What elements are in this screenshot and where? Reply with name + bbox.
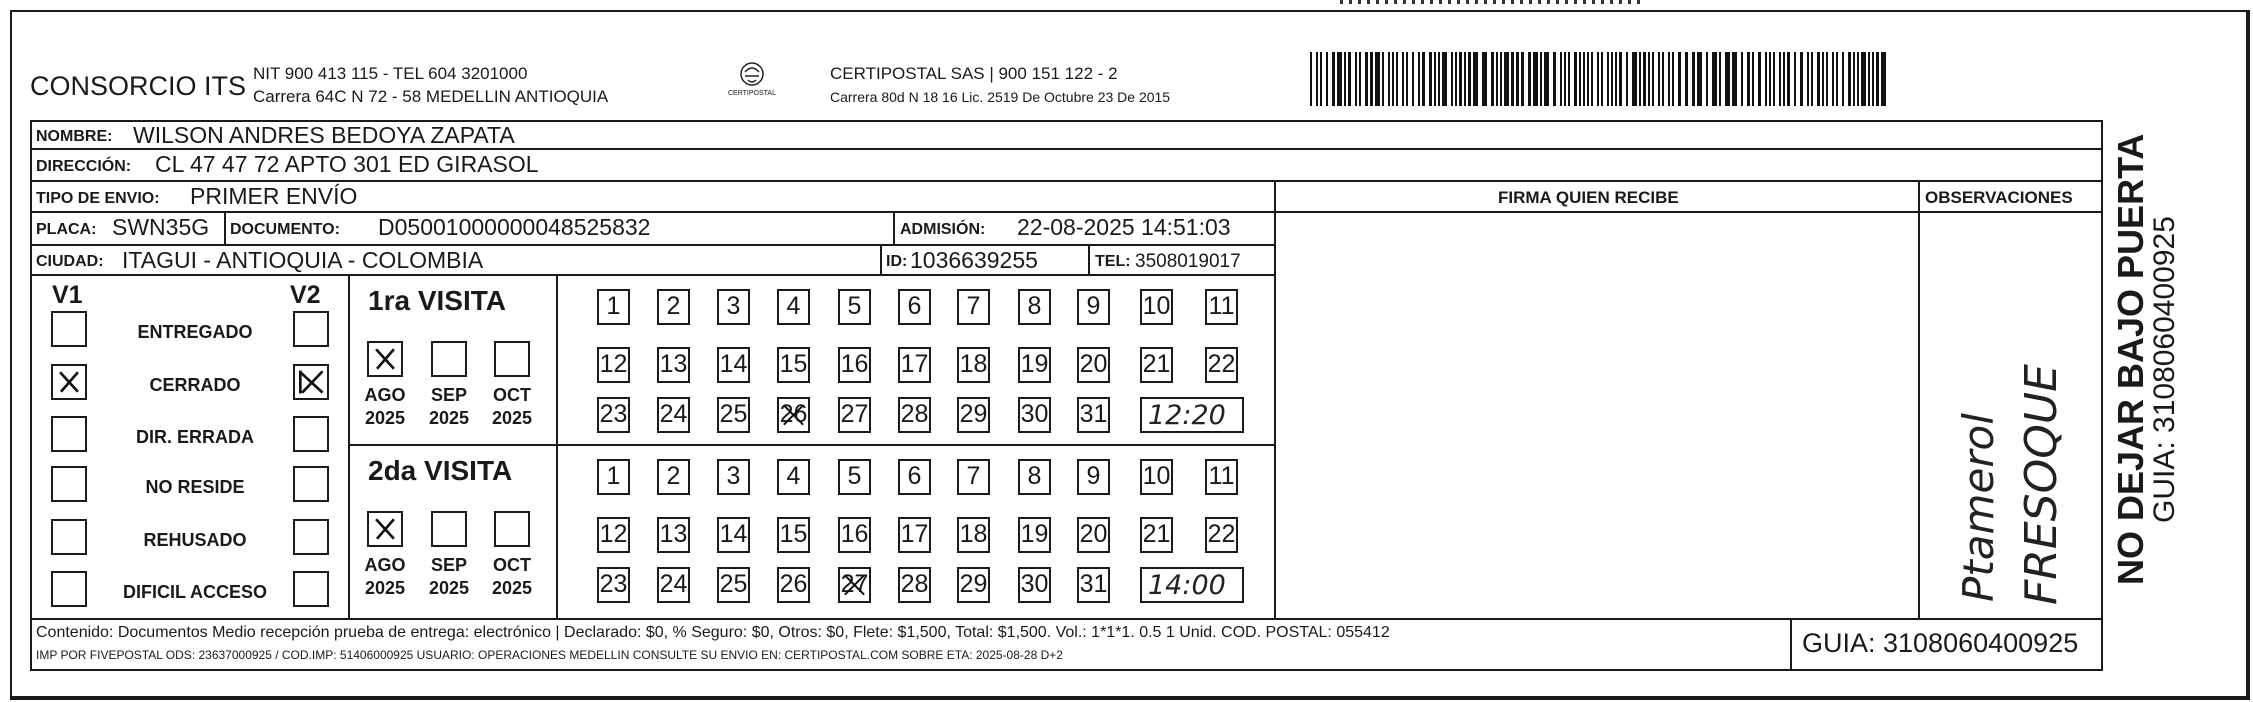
logo-text: CERTIPOSTAL <box>728 90 776 97</box>
v1-header: V1 <box>52 281 83 309</box>
v1-checkbox[interactable] <box>51 311 87 347</box>
barcode-bar <box>1853 52 1855 106</box>
certipostal-logo-icon <box>712 60 792 104</box>
ciudad-label: CIUDAD: <box>36 253 104 270</box>
year-label: 2025 <box>491 408 533 428</box>
status-label: CERRADO <box>149 375 241 395</box>
barcode-bar <box>1579 52 1581 106</box>
barcode-bar <box>1826 52 1828 106</box>
nombre-label: NOMBRE: <box>36 128 113 145</box>
tipo-envio-label: TIPO DE ENVIO: <box>36 190 160 207</box>
grid-line <box>224 211 226 244</box>
barcode-bar <box>1769 52 1771 106</box>
barcode-bar <box>1370 52 1373 106</box>
barcode-bar <box>1388 52 1390 106</box>
day-box[interactable]: 20 <box>1077 517 1110 553</box>
tipo-envio-value: PRIMER ENVÍO <box>190 183 358 209</box>
day-box[interactable]: 26 <box>777 567 810 603</box>
barcode-bar <box>1652 52 1654 106</box>
day-box[interactable]: 24 <box>657 567 690 603</box>
month-label: AGO <box>364 385 406 405</box>
day-box[interactable]: 4 <box>777 459 810 495</box>
barcode-bar <box>1658 52 1660 106</box>
day-box[interactable]: 10 <box>1140 289 1173 325</box>
v1-checkbox[interactable] <box>51 571 87 607</box>
barcode-bar <box>1402 52 1404 106</box>
grid-line <box>2101 120 2103 669</box>
year-label: 2025 <box>428 578 470 598</box>
barcode-bar <box>1611 52 1613 106</box>
grid-line <box>30 274 1275 276</box>
day-box[interactable]: 22 <box>1205 347 1238 383</box>
barcode-bar <box>1455 52 1457 106</box>
day-box[interactable]: 12 <box>597 347 630 383</box>
day-box[interactable]: 7 <box>957 289 990 325</box>
day-box[interactable]: 6 <box>898 289 931 325</box>
barcode-bar <box>1619 52 1622 106</box>
day-box[interactable]: 31 <box>1077 397 1110 433</box>
visit-title: 2da VISITA <box>368 455 513 486</box>
v2-checkbox[interactable] <box>293 466 329 502</box>
carrier-address: Carrera 80d N 18 16 Lic. 2519 De Octubre 23 De 2015 <box>830 89 1171 105</box>
barcode-bar <box>1422 52 1425 106</box>
day-box[interactable]: 1 <box>597 289 630 325</box>
grid-line <box>30 120 32 669</box>
day-box[interactable]: 20 <box>1077 347 1110 383</box>
month-label: AGO <box>364 555 406 575</box>
barcode-top-fragment <box>1340 0 1640 4</box>
barcode-bar <box>1442 52 1447 106</box>
day-box[interactable]: 23 <box>597 567 630 603</box>
admision-value: 22-08-2025 14:51:03 <box>1017 214 1231 240</box>
day-box[interactable]: 10 <box>1140 459 1173 495</box>
month-checkbox[interactable] <box>494 341 530 377</box>
barcode-bar <box>1553 52 1556 106</box>
barcode-bar <box>1382 52 1384 106</box>
side-guia: GUIA: 3108060400925 <box>2148 216 2181 523</box>
day-box[interactable]: 3 <box>717 459 750 495</box>
day-box[interactable]: 12 <box>597 517 630 553</box>
day-box[interactable]: 15 <box>777 347 810 383</box>
status-label: DIFICIL ACCESO <box>122 582 267 602</box>
month-checkbox[interactable] <box>367 511 403 547</box>
barcode-bar <box>1741 52 1743 106</box>
status-label: REHUSADO <box>143 530 247 550</box>
barcode-bar <box>1787 52 1790 106</box>
barcode-bar <box>1662 52 1664 106</box>
barcode-bar <box>1597 52 1599 106</box>
day-box[interactable]: 3 <box>717 289 750 325</box>
day-box[interactable]: 29 <box>957 567 990 603</box>
barcode-bar <box>1872 52 1874 106</box>
barcode-bar <box>1848 52 1851 106</box>
barcode-bar <box>1783 52 1785 106</box>
observaciones-header: OBSERVACIONES <box>1925 188 2073 207</box>
check-x-icon <box>295 366 327 398</box>
barcode-bar <box>1615 52 1617 106</box>
month-checkbox[interactable] <box>494 511 530 547</box>
barcode-bar <box>1861 52 1866 106</box>
v2-checkbox[interactable] <box>293 571 329 607</box>
day-box[interactable]: 23 <box>597 397 630 433</box>
id-label: ID: <box>886 253 908 270</box>
barcode-bar <box>1473 52 1478 106</box>
barcode-bar <box>1857 52 1859 106</box>
check-x-icon <box>53 366 85 398</box>
barcode-bar <box>1868 52 1870 106</box>
day-number: 27 <box>840 570 869 598</box>
ciudad-value: ITAGUI - ANTIOQUIA - COLOMBIA <box>122 247 484 273</box>
barcode-bar <box>1712 52 1717 106</box>
barcode-bar <box>1344 52 1346 106</box>
year-label: 2025 <box>364 578 406 598</box>
day-box[interactable]: 16 <box>838 517 871 553</box>
grid-line <box>1790 618 1792 669</box>
day-box[interactable]: 11 <box>1205 459 1238 495</box>
day-box[interactable]: 21 <box>1140 517 1173 553</box>
grid-line <box>348 444 1275 446</box>
day-box[interactable]: 18 <box>957 347 990 383</box>
footer-contenido: Contenido: Documentos Medio recepción prueba de entrega: electrónico | Declarado: $0, % Seguro: $0, Otros: $0, Flete: $1,500, Total: $1,500. Vol.: 1*1*1. 0.5 1 Unid. COD. POSTAL: 055412 <box>36 624 1390 641</box>
month-label: SEP <box>430 385 468 405</box>
visit-title: 1ra VISITA <box>368 285 506 316</box>
month-checkbox[interactable] <box>431 341 467 377</box>
nombre-value: WILSON ANDRES BEDOYA ZAPATA <box>133 122 515 148</box>
barcode-bar <box>1332 52 1335 106</box>
v1-checkbox[interactable] <box>51 364 87 400</box>
observation-handwriting-2: FRESOQUE <box>2016 364 2067 605</box>
barcode-bar <box>1365 52 1368 106</box>
v1-checkbox[interactable] <box>51 519 87 555</box>
barcode-bar <box>1511 52 1514 106</box>
day-box[interactable] <box>777 397 810 433</box>
barcode-bar <box>1639 52 1641 106</box>
observation-handwriting-1: Ptamerol <box>1954 413 2003 602</box>
v2-checkbox[interactable] <box>293 519 329 555</box>
year-label: 2025 <box>364 408 406 428</box>
status-label: NO RESIDE <box>145 477 245 497</box>
day-box[interactable]: 28 <box>898 567 931 603</box>
day-box[interactable]: 6 <box>898 459 931 495</box>
day-box[interactable] <box>838 567 871 603</box>
day-box[interactable]: 19 <box>1018 517 1051 553</box>
grid-line <box>30 211 2103 213</box>
barcode-bar <box>1544 52 1549 106</box>
status-label: ENTREGADO <box>137 322 253 342</box>
barcode <box>1310 52 1900 108</box>
day-box[interactable]: 1 <box>597 459 630 495</box>
barcode-bar <box>1752 52 1754 106</box>
barcode-bar <box>1800 52 1803 106</box>
label-frame <box>10 10 2250 700</box>
barcode-bar <box>1648 52 1650 106</box>
barcode-bar <box>1392 52 1394 106</box>
barcode-bar <box>1348 52 1351 106</box>
day-box[interactable]: 29 <box>957 397 990 433</box>
barcode-bar <box>1326 52 1328 106</box>
day-box[interactable]: 14 <box>717 517 750 553</box>
day-box[interactable]: 16 <box>838 347 871 383</box>
status-label: DIR. ERRADA <box>135 427 254 447</box>
barcode-bar <box>1516 52 1519 106</box>
barcode-bar <box>1574 52 1577 106</box>
barcode-bar <box>1601 52 1603 106</box>
id-value: 1036639255 <box>910 247 1038 273</box>
barcode-bar <box>1316 52 1318 106</box>
barcode-bar <box>1359 52 1361 106</box>
day-box[interactable]: 11 <box>1205 289 1238 325</box>
day-box[interactable]: 5 <box>838 289 871 325</box>
barcode-bar <box>1429 52 1432 106</box>
barcode-bar <box>1758 52 1761 106</box>
day-box[interactable]: 13 <box>657 347 690 383</box>
barcode-bar <box>1468 52 1471 106</box>
day-box[interactable]: 5 <box>838 459 871 495</box>
day-box[interactable]: 28 <box>898 397 931 433</box>
day-box[interactable]: 7 <box>957 459 990 495</box>
month-label: SEP <box>430 555 468 575</box>
v2-checkbox[interactable] <box>293 311 329 347</box>
barcode-bar <box>1747 52 1750 106</box>
barcode-bar <box>1496 52 1498 106</box>
v2-checkbox[interactable] <box>293 416 329 452</box>
certipostal-logo <box>712 60 792 104</box>
day-box[interactable]: 17 <box>898 347 931 383</box>
barcode-bar <box>1504 52 1509 106</box>
company-nit: NIT 900 413 115 - TEL 604 3201000 <box>253 64 528 83</box>
barcode-bar <box>1672 52 1674 106</box>
visit-time-box[interactable] <box>1140 567 1244 603</box>
year-label: 2025 <box>491 578 533 598</box>
barcode-bar <box>1725 52 1730 106</box>
barcode-bar <box>1568 52 1570 106</box>
barcode-bar <box>1337 52 1342 106</box>
day-box[interactable]: 2 <box>657 289 690 325</box>
grid-line <box>1918 180 1920 618</box>
day-box[interactable]: 8 <box>1018 289 1051 325</box>
barcode-bar <box>1533 52 1538 106</box>
check-x-icon <box>369 343 401 375</box>
check-x-icon <box>779 399 808 431</box>
barcode-bar <box>1438 52 1440 106</box>
barcode-bar <box>1406 52 1408 106</box>
footer-guia: GUIA: 3108060400925 <box>1802 628 2079 658</box>
grid-line <box>1088 244 1090 274</box>
firma-header: FIRMA QUIEN RECIBE <box>1498 188 1679 207</box>
grid-line <box>30 180 2103 182</box>
barcode-bar <box>1464 52 1466 106</box>
direccion-label: DIRECCIÓN: <box>36 158 132 175</box>
barcode-bar <box>1540 52 1542 106</box>
barcode-bar <box>1678 52 1681 106</box>
barcode-bar <box>1418 52 1420 106</box>
day-box[interactable]: 30 <box>1018 397 1051 433</box>
barcode-bar <box>1822 52 1824 106</box>
day-box[interactable]: 18 <box>957 517 990 553</box>
day-box[interactable]: 21 <box>1140 347 1173 383</box>
admision-label: ADMISIÓN: <box>900 221 986 238</box>
grid-line <box>30 148 2103 150</box>
barcode-bar <box>1310 52 1312 106</box>
day-box[interactable]: 8 <box>1018 459 1051 495</box>
grid-line <box>1274 180 1276 618</box>
barcode-bar <box>1643 52 1646 106</box>
documento-label: DOCUMENTO: <box>230 221 340 238</box>
placa-value: SWN35G <box>112 214 210 240</box>
barcode-bar <box>1412 52 1414 106</box>
barcode-bar <box>1560 52 1562 106</box>
barcode-bar <box>1794 52 1796 106</box>
barcode-bar <box>1451 52 1453 106</box>
day-box[interactable]: 25 <box>717 567 750 603</box>
carrier-name: CERTIPOSTAL SAS | 900 151 122 - 2 <box>830 64 1118 83</box>
v2-header: V2 <box>290 281 321 309</box>
grid-line <box>880 244 882 274</box>
barcode-bar <box>1706 52 1708 106</box>
day-box[interactable]: 9 <box>1077 459 1110 495</box>
barcode-bar <box>1779 52 1781 106</box>
day-box[interactable]: 25 <box>717 397 750 433</box>
barcode-bar <box>1396 52 1398 106</box>
barcode-bar <box>1765 52 1767 106</box>
day-box[interactable]: 4 <box>777 289 810 325</box>
placa-label: PLACA: <box>36 221 97 238</box>
grid-line <box>348 274 350 618</box>
v1-checkbox[interactable] <box>51 466 87 502</box>
no-dejar-bajo-puerta: NO DEJAR BAJO PUERTA <box>2110 133 2151 585</box>
year-label: 2025 <box>428 408 470 428</box>
barcode-bar <box>1817 52 1820 106</box>
barcode-bar <box>1591 52 1593 106</box>
month-checkbox[interactable] <box>431 511 467 547</box>
visit-time: 12:20 <box>1148 400 1226 431</box>
day-box[interactable]: 22 <box>1205 517 1238 553</box>
company-address: Carrera 64C N 72 - 58 MEDELLIN ANTIOQUIA <box>253 87 609 106</box>
barcode-bar <box>1773 52 1775 106</box>
tel-value: 3508019017 <box>1135 251 1241 272</box>
day-box[interactable]: 13 <box>657 517 690 553</box>
barcode-bar <box>1668 52 1670 106</box>
barcode-bar <box>1836 52 1838 106</box>
barcode-bar <box>1832 52 1834 106</box>
day-box[interactable]: 14 <box>717 347 750 383</box>
barcode-bar <box>1719 52 1721 106</box>
grid-line <box>893 211 895 244</box>
day-box[interactable]: 30 <box>1018 567 1051 603</box>
month-checkbox[interactable] <box>367 341 403 377</box>
day-box[interactable]: 2 <box>657 459 690 495</box>
grid-line <box>30 618 2103 620</box>
footer-imp: IMP POR FIVEPOSTAL ODS: 23637000925 / COD.IMP: 51406000925 USUARIO: OPERACIONES MEDELLIN CONSULTE SU ENVIO EN: CERTIPOSTAL.COM SOBRE ETA: 2025-08-28 D+2 <box>36 648 1063 662</box>
barcode-bar <box>1811 52 1813 106</box>
month-label: OCT <box>493 555 531 575</box>
day-box[interactable]: 24 <box>657 397 690 433</box>
day-number: 26 <box>779 400 808 428</box>
barcode-bar <box>1434 52 1436 106</box>
barcode-bar <box>1697 52 1702 106</box>
day-box[interactable]: 27 <box>838 397 871 433</box>
day-box[interactable]: 31 <box>1077 567 1110 603</box>
barcode-bar <box>1632 52 1637 106</box>
day-box[interactable]: 17 <box>898 517 931 553</box>
documento-value: D05001000000048525832 <box>378 214 651 240</box>
barcode-bar <box>1685 52 1688 106</box>
barcode-bar <box>1482 52 1487 106</box>
grid-line <box>556 274 558 618</box>
tel-label: TEL: <box>1095 253 1131 270</box>
check-x-icon <box>840 569 869 601</box>
day-box[interactable]: 15 <box>777 517 810 553</box>
barcode-bar <box>1732 52 1737 106</box>
day-box[interactable]: 9 <box>1077 289 1110 325</box>
barcode-bar <box>1459 52 1462 106</box>
barcode-bar <box>1528 52 1531 106</box>
visit-time: 14:00 <box>1148 570 1226 601</box>
barcode-bar <box>1692 52 1695 106</box>
direccion-value: CL 47 47 72 APTO 301 ED GIRASOL <box>155 151 539 177</box>
barcode-bar <box>1500 52 1502 106</box>
barcode-bar <box>1626 52 1628 106</box>
v1-checkbox[interactable] <box>51 416 87 452</box>
barcode-bar <box>1587 52 1589 106</box>
v2-checkbox[interactable] <box>293 364 329 400</box>
visit-time-box[interactable] <box>1140 397 1244 433</box>
barcode-bar <box>1583 52 1585 106</box>
barcode-bar <box>1876 52 1879 106</box>
barcode-bar <box>1521 52 1524 106</box>
grid-line <box>30 669 2103 671</box>
check-x-icon <box>369 513 401 545</box>
barcode-bar <box>1807 52 1809 106</box>
month-label: OCT <box>493 385 531 405</box>
day-box[interactable]: 19 <box>1018 347 1051 383</box>
barcode-bar <box>1375 52 1380 106</box>
barcode-bar <box>1881 52 1886 106</box>
company-name: CONSORCIO ITS <box>30 71 247 101</box>
barcode-bar <box>1564 52 1566 106</box>
barcode-bar <box>1355 52 1357 106</box>
barcode-bar <box>1607 52 1609 106</box>
barcode-bar <box>1491 52 1494 106</box>
barcode-bar <box>1320 52 1322 106</box>
barcode-bar <box>1842 52 1844 106</box>
